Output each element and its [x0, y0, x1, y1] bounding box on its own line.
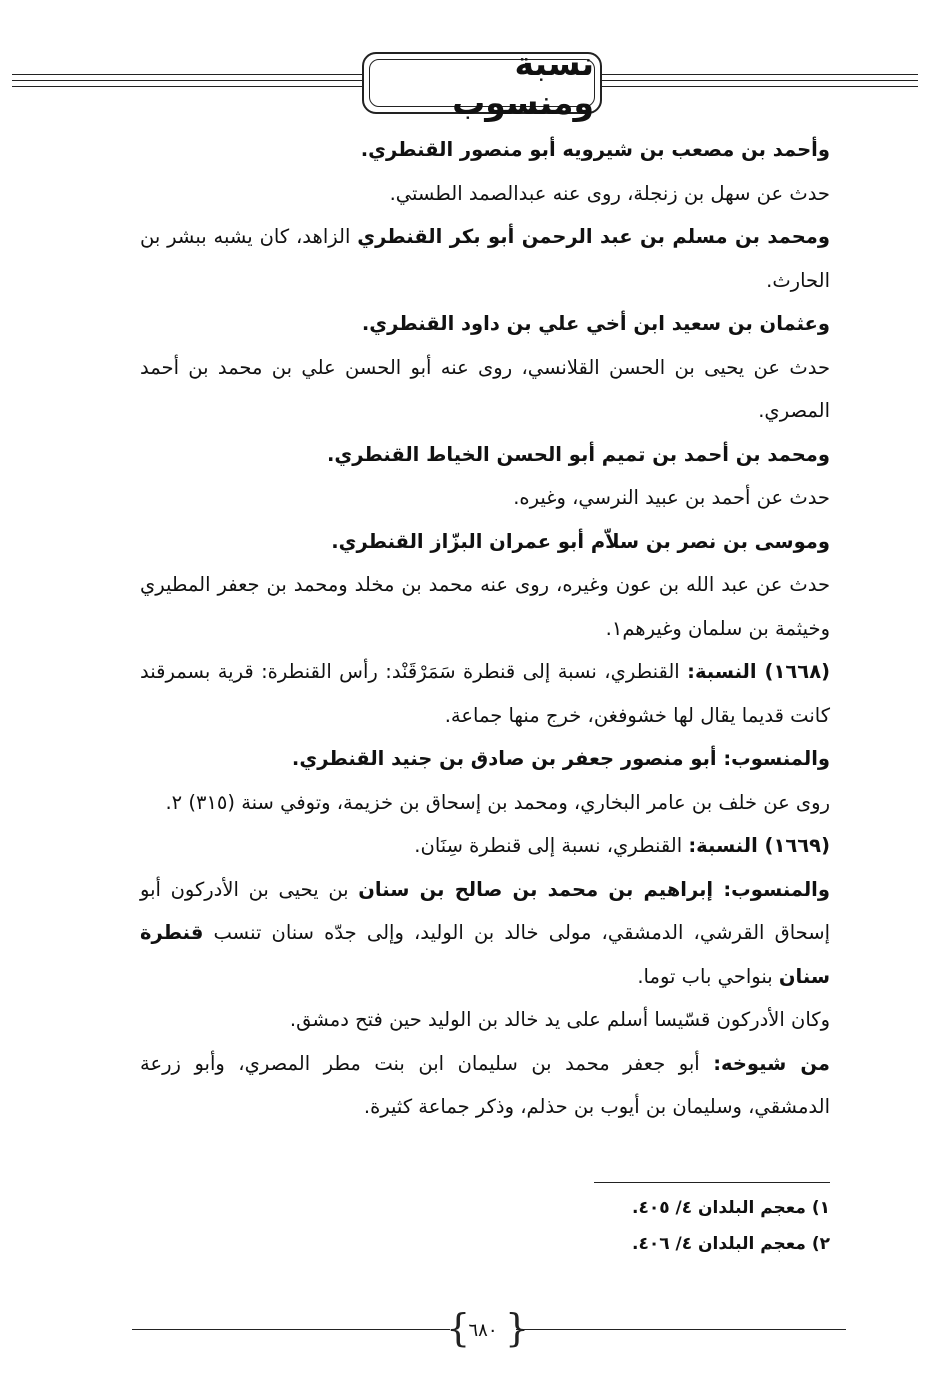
footnote-divider: [594, 1182, 830, 1183]
footnote: ٢) معجم البلدان ٤/ ٤٠٦.: [631, 1234, 830, 1254]
header-rule-left-3: [12, 86, 362, 87]
header-rule-left-1: [12, 74, 362, 75]
paragraph: حدث عن عبد الله بن عون وغيره، روى عنه محمد بن مخلد ومحمد بن جعفر المطيري وخيثمة بن سلمان وغيرهم١.: [140, 573, 830, 640]
paragraph: وأحمد بن مصعب بن شيرويه أبو منصور القنطري.: [360, 138, 830, 161]
header-rule-right-2: [602, 80, 918, 81]
body-text: [140, 128, 830, 1129]
footnote: ١) معجم البلدان ٤/ ٤٠٥.: [631, 1198, 830, 1218]
paragraph: حدث عن سهل بن زنجلة، روى عنه عبدالصمد الطستي.: [389, 181, 830, 205]
paragraph: ومحمد بن مسلم بن عبد الرحمن أبو بكر القنطري الزاهد، كان يشبه ببشر بن الحارث.: [140, 225, 830, 292]
paragraph: حدث عن يحيى بن الحسن القلانسي، روى عنه أبو الحسن علي بن محمد بن أحمد المصري.: [140, 355, 830, 422]
paragraph: ومحمد بن أحمد بن تميم أبو الحسن الخياط القنطري.: [326, 442, 830, 466]
paragraph: والمنسوب: أبو منصور جعفر بن صادق بن جنيد القنطري.: [291, 747, 830, 770]
paragraph: والمنسوب: إبراهيم بن محمد بن صالح بن سنان بن يحيى بن الأدركون أبو إسحاق القرشي، الدمشقي، مولى خالد بن الوليد، وإلى جدّه سنان تنسب قنطرة سنان بنواحي باب توما.: [140, 877, 830, 988]
brace-open-icon: {: [446, 1306, 471, 1350]
page-title: نسبة ومنسوب: [369, 59, 595, 107]
footnotes: [500, 1190, 830, 1262]
paragraph: وموسى بن نصر بن سلاّم أبو عمران البزّاز القنطري.: [331, 529, 830, 553]
paragraph: من شيوخه: أبو جعفر محمد بن سليمان ابن بنت مطر المصري، وأبو زرعة الدمشقي، وسليمان بن أيوب بن حذلم، وذكر جماعة كثيرة.: [140, 1051, 830, 1118]
paragraph: وعثمان بن سعيد ابن أخي علي بن داود القنطري.: [361, 312, 830, 335]
header-rule-right-1: [602, 74, 918, 75]
page-number: ٦٨٠: [468, 1319, 498, 1341]
footer-rule-right: [516, 1329, 846, 1330]
footer-rule-left: [132, 1329, 450, 1330]
brace-close-icon: }: [505, 1306, 530, 1350]
paragraph: حدث عن أحمد بن عبيد النرسي، وغيره.: [513, 486, 830, 509]
header-rule-left-2: [12, 80, 362, 81]
header-rule-right-3: [602, 86, 918, 87]
header-title-frame: [362, 44, 602, 122]
paragraph: (١٦٦٨) النسبة: القنطري، نسبة إلى قنطرة سَمَرْقَنْد: رأس القنطرة: قرية بسمرقند كانت قديما يقال لها خشوفغن، خرج منها جماعة.: [140, 660, 831, 727]
paragraph: (١٦٦٩) النسبة: القنطري، نسبة إلى قنطرة سِنَان.: [414, 834, 830, 857]
paragraph: وكان الأدركون قسّيسا أسلم على يد خالد بن الوليد حين فتح دمشق.: [289, 1008, 830, 1031]
paragraph: روى عن خلف بن عامر البخاري، ومحمد بن إسحاق بن خزيمة، وتوفي سنة (٣١٥) ٢.: [165, 790, 830, 814]
